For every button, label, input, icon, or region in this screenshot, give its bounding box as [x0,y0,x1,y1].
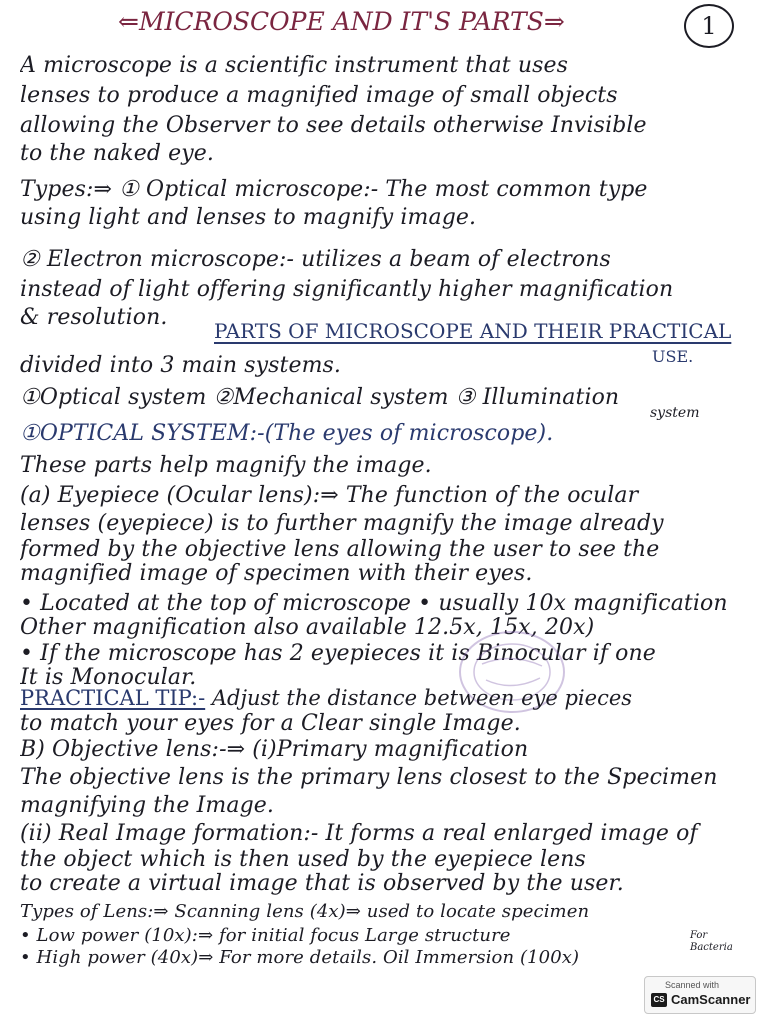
intro-line-3: allowing the Observer to see details otherwise Invisible [20,113,647,138]
types-of-lens-line: Types of Lens:⇒ Scanning lens (4x)⇒ used to locate specimen [20,901,590,922]
types-line-4: instead of light offering significantly higher magnification [20,277,674,302]
intro-line-4: to the naked eye. [20,141,214,166]
body2-line-7: to create a virtual image that is observed by the user. [20,871,624,896]
intro-line-2: lenses to produce a magnified image of small objects [20,83,618,108]
body-line-1: divided into 3 main systems. [20,353,342,378]
page-number: 1 [684,4,734,48]
body-line-12: It is Monocular. [20,665,197,690]
body2-line-1: to match your eyes for a Clear single Image. [20,711,521,736]
camscanner-brand: CamScanner [671,992,751,1007]
parts-heading-cont: USE. [652,347,694,366]
body-line-8: magnified image of specimen with their eyes. [20,561,533,586]
scanned-with-label: Scanned with [665,980,720,990]
camscanner-watermark [644,976,756,1014]
optical-system-heading: ①OPTICAL SYSTEM:-(The eyes of microscope). [20,421,554,446]
body2-line-3: The objective lens is the primary lens closest to the Specimen [20,765,718,790]
types-line-3: ② Electron microscope:- utilizes a beam of electrons [20,247,611,272]
body-line-9: • Located at the top of microscope • usually 10x magnification [20,591,728,616]
body-line-7: formed by the objective lens allowing the user to see the [20,537,660,562]
practical-tip [20,684,755,712]
corner-note: For Bacteria [690,930,733,953]
objective-heading: B) Objective lens:-⇒ (i)Primary magnification [20,737,529,762]
body-line-4: These parts help magnify the image. [20,453,432,478]
types-line-2: using light and lenses to magnify image. [20,205,477,230]
camscanner-logo-icon: CS [651,993,667,1007]
types-line-1: Types:⇒ ① Optical microscope:- The most common type [20,177,648,202]
parts-heading: PARTS OF MICROSCOPE AND THEIR PRACTICAL [214,319,732,343]
body2-line-4: magnifying the Image. [20,793,275,818]
low-power-line: • Low power (10x):⇒ for initial focus Large structure [20,925,511,946]
types-line-5: & resolution. [20,305,168,330]
body-line-11: • If the microscope has 2 eyepieces it is Binocular if one [20,641,656,666]
body-line-10: Other magnification also available 12.5x, 15x, 20x) [20,615,595,640]
practical-tip-label: PRACTICAL TIP:- [20,686,206,710]
high-power-line: • High power (40x)⇒ For more details. Oil Immersion (100x) [20,947,580,968]
body2-line-5: (ii) Real Image formation:- It forms a real enlarged image of [20,821,698,846]
body2-line-6: the object which is then used by the eyepiece lens [20,847,586,872]
system-note: system [650,405,700,421]
practical-tip-text: Adjust the distance between eye pieces [205,686,633,710]
page-title: ⇐MICROSCOPE AND IT'S PARTS⇒ [118,7,565,36]
body-line-6: lenses (eyepiece) is to further magnify the image already [20,511,664,536]
intro-line-1: A microscope is a scientific instrument that uses [20,53,568,78]
eyepiece-heading: (a) Eyepiece (Ocular lens):⇒ The function of the ocular [20,483,639,508]
body-line-2: ①Optical system ②Mechanical system ③ Illumination [20,385,620,410]
